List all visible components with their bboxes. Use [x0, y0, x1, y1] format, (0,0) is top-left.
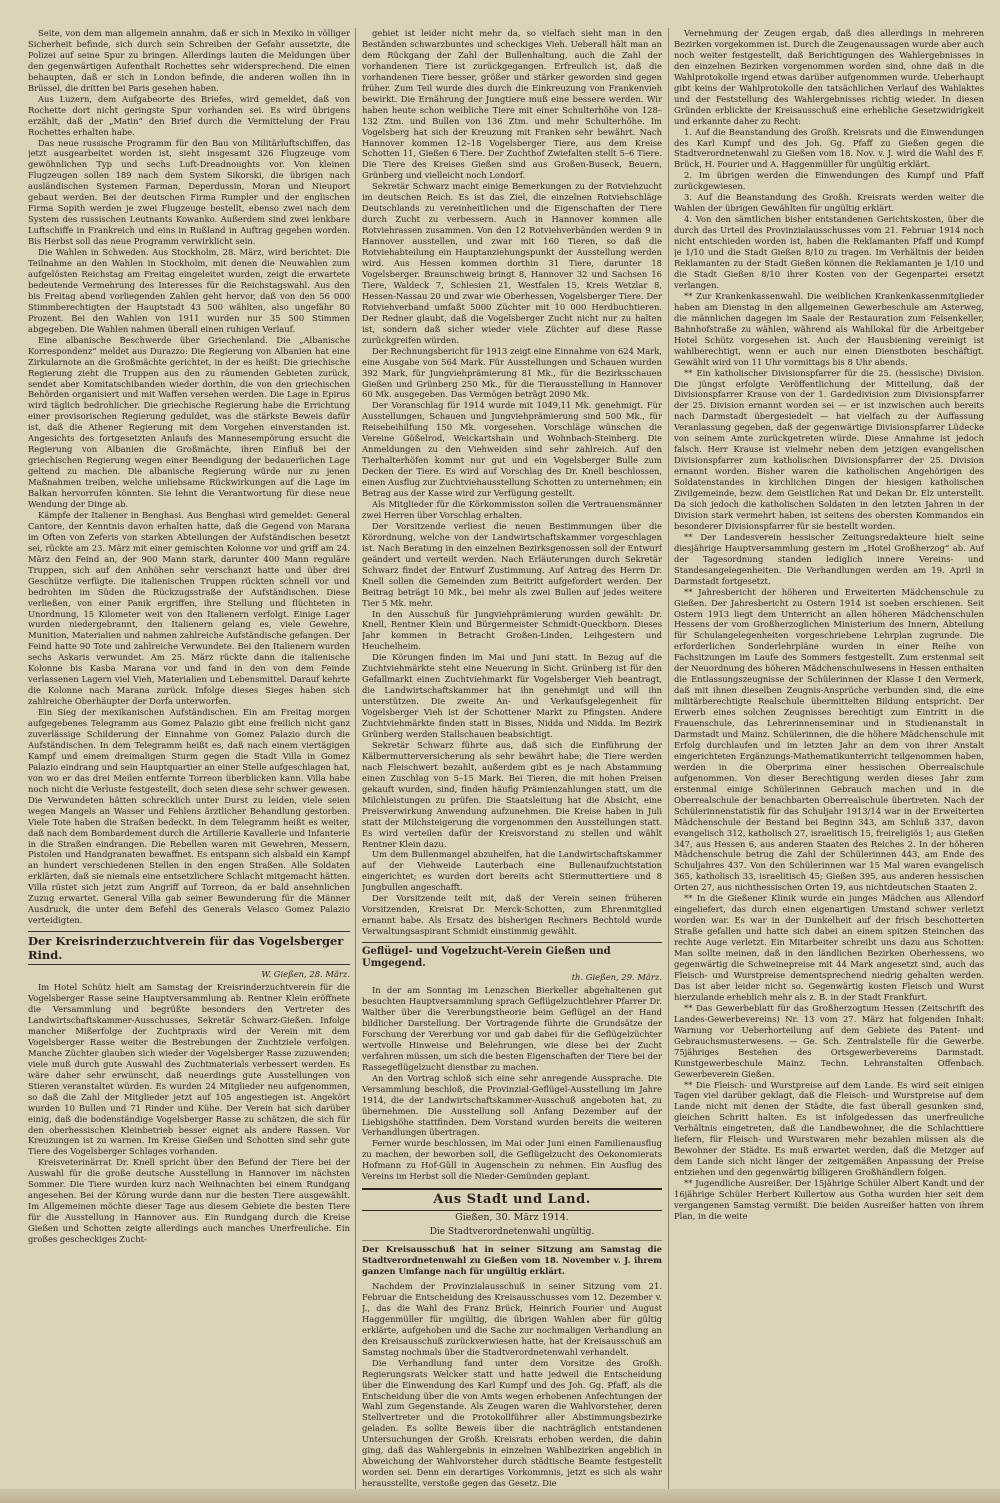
article-paragraph: ** Jugendliche Ausreißer. Der 15jährige Schüler Albert Kandt und der 16jährige Schüler Herbert Kullertow aus Gotha wurden hier seit dem vergangenen Samstag vermißt. Die beiden Ausreißer hatten von ihrem Plan, in die weite [674, 1178, 984, 1221]
article-headline: Geflügel- und Vogelzucht-Verein Gießen und Umgegend. [362, 942, 662, 970]
article-paragraph: Der Rechnungsbericht für 1913 zeigt eine Einnahme von 624 Mark, eine Ausgabe von 564 Mark. Für Ausstellungen und Schauen wurden 392 Mark, für Jungviehprämierung 81 Mk., für die Bezirksschauen Gießen und Grünberg 250 Mk., für die Tierausstellung in Hannover 60 Mk. ausgegeben. Das Vermögen beträgt 2090 Mk. [362, 345, 662, 400]
article-paragraph: In den Ausschuß für Jungviehprämierung wurden gewählt: Dr. Knell, Rentner Klein und Bürgermeister Schmidt-Queckborn. Dieses Jahr kommen in Betracht Großen-Linden, Leihgestern und Heuchelheim. [362, 608, 662, 652]
article-paragraph: ** In die Gießener Klinik wurde ein junges Mädchen aus Allendorf eingeliefert, das durch einen eigenartigen Umstand schwer verletzt worden war. Es war in der Dunkelheit auf der frisch beschotterten Straße gefallen und hatte sich dabei an einem spitzen Steinchen das rechte Auge verletzt. Ein Mitarbeiter schreibt uns dazu aus Schotten: Man sollte meinen, daß in den ländlichen Bezirken Oberhessens, wo gegenwärtig die Schweinepreise mit 44 Mark angesetzt sind, auch das Fleisch- und Wurstpreise dementsprechend niedrig gehalten werden. Das ist aber leider nicht so. Gegenwärtig kosten Fleisch und Wurst hierzulande erheblich mehr als z. B. in der Stadt Frankfurt. [674, 893, 984, 1002]
article-subheadline: Die Stadtverordnetenwahl ungültig. [362, 1227, 662, 1241]
column-rule [355, 28, 356, 1493]
article-paragraph: ** Die Fleisch- und Wurstpreise auf dem Lande. Es wird seit einigen Tagen viel darüber geklagt, daß die Fleisch- und Wurstpreise auf dem Lande nicht mit denen der Städte, die fast überall gesunken sind, gleichen Schritt halten. Es ist infolgedessen das unerfreuliche Verhältnis eingetreten, daß die Landbewohner, die die Schlachttiere liefern, für Fleisch- und Wurstwaren mehr bezahlen müssen als die Bewohner der Städte. Es muß erwartet werden, daß die Metzger auf dem Lande sich nicht länger der zeitgemäßen Anpassung der Preise entziehen und den gegenwärtig billigeren Großhändlern folgen. [674, 1079, 984, 1178]
article-paragraph: Ferner wurde beschlossen, im Mai oder Juni einen Familienausflug zu machen, der beworben soll, die Geflügelzucht des Oekonomierats Hofmann zu Hof-Güll in Augenschein zu nehmen. Ein Ausflug des Vereins im Herbst soll die Nieder-Gemünden geplant. [362, 1138, 662, 1182]
article-paragraph: gebiet ist leider nicht mehr da, so vielfach sieht man in den Beständen schwarzbuntes und scheckiges Vieh. Ueberall hält man an dem Rückgang der Zahl der Bullenhaltung, auch die Zahl der vorhandenen Tiere ist zurückgegangen. Erfreulich ist, daß die vorhandenen Tiere besser, größer und stärker geworden sind gegen früher. Zum Teil wurde dies durch die Einkreuzung von Frankenvieh bewirkt. Die Ernährung der Jungtiere muß eine bessere werden. Wir haben heute schon weibliche Tiere mit einer Schulterhöhe von 128–132 Ztm. und Bullen von 136 Ztm. und mehr Schulterhöhe. Im Vogelsberg hat sich der Kreuzung mit Franken sehr bewährt. Nach Hannover kommen 12–18 Vogelsberger Tiere, aus dem Kreise Schotten 11, Gießen 6 Tiere. Der Zuchthof Zwiefalten stellt 5–6 Tiere. Die Tiere des Kreises Gießen sind aus Großen-Buseck, Beuern, Grünberg und vielleicht noch Londorf. [362, 28, 662, 181]
dateline: th. Gießen, 29. März. [571, 972, 662, 983]
article-paragraph: Der Vorsitzende verliest die neuen Bestimmungen über die Körordnung, welche von der Landwirtschaftskammer vorgeschlagen ist. Nach Beratung in den einzelnen Bezirksgenossen soll der Entwurf geändert und verteilt werden. Nach Erläuterungen durch Sekretär Schwarz findet der Entwurf Zustimmung. Auf Antrag des Herrn Dr. Knell sollen die Gemeinden zum Beitritt aufgefordert werden. Der Beitrag beträgt 10 Mk., bei mehr als zwei Bullen auf jedes weitere Tier 5 Mk. mehr. [362, 520, 662, 608]
article-paragraph: Der Vorsitzende teilt mit, daß der Verein seinen früheren Vorsitzenden, Kreisrat Dr. Merck-Schotten, zum Ehrenmitglied ernannt habe. Als Ersatz des bisherigen Rechners Bechtold wurde Verwaltungsaspirant Schmidt einstimmig gewählt. [362, 893, 662, 937]
article-paragraph: ** Das Gewerbeblatt für das Großherzogtum Hessen (Zeitschrift des Landes-Gewerbevereins) Nr. 13 vom 27. März hat folgenden Inhalt: Warnung vor Ueberhorteilung auf dem Gebiete des Patent- und Gebrauchsmusterwesens. — Ge. Sch. Zentralstelle für die Gewerbe. 75jähriges Bestehen des Ortsgewerbevereins Darmstadt. Kunstgewerbeschule Mainz. Techn. Lehranstalten Offenbach. Gewerbeverein Gießen. [674, 1002, 984, 1079]
article-paragraph: Als Mitglieder für die Körkommission sollen die Vertrauensmänner zwei Herren über Vorschlag erhalten. [362, 498, 662, 520]
column-3 [674, 28, 984, 1493]
section-dateline: Gießen, 30. März 1914. [455, 1212, 569, 1224]
section-header: Aus Stadt und Land. [362, 1188, 662, 1211]
article-paragraph: Aus Luzern, dem Aufgabeorte des Briefes, wird gemeldet, daß von Rochette dort nicht geringste Spur vorhanden sei. Es wird übrigens erzählt, daß der „Matin“ den Brief durch die Vermittelung der Frau Rochettes erhalten habe. [28, 93, 350, 137]
article-paragraph: 4. Von den sämtlichen bisher entstandenen Gerichtskosten, über die durch das Urteil des Provinzialausschusses vom 21. Februar 1914 noch nicht entschieden worden ist, haben die Reklamanten Pfaff und Kumpf je 1/10 und die Stadt Gießen 8/10 zu tragen. Im Verhältnis der beiden Reklamanten zu der Stadt Gießen können die Reklamanten je 1/10 und die Stadt Gießen 8/10 ihrer Kosten von der Gegenpartei ersetzt verlangen. [674, 214, 984, 290]
article-paragraph: Die Körungen finden im Mai und Juni statt. In Bezug auf die Zuchtviehmärkte steht eine Neuerung in Sicht. Grünberg ist für den Gefallmarkt einen Zuchtviehmarkt für Vogelsberger Vieh beantragt, die Landwirtschaftskammer hat ihn genehmigt und will ihn unterstützen. Die zweite An- und Verkaufsgelegenheit für Vogelsberger Vieh ist der Schottener Markt zu Pfingsten. Andere Zuchtviehmärkte finden statt in Bisses, Nidda und Nidda. Im Bezirk Grünberg werden Stallschauen beabsichtigt. [362, 652, 662, 739]
column-1 [28, 28, 350, 1493]
article-paragraph: Kreisveterinärrat Dr. Knell spricht über den Befund der Tiere bei der Auswahl für die große deutsche Ausstellung in Hannover im nächsten Sommer. Die Tiere wurden kurz nach Weihnachten bei einem Rundgang angesehen. Bei der Körung wurde dann nur die besten Tiere ausgewählt. Im Allgemeinen möchte dieser Tage aus diesem Gebiete die besten Tiere für die Ausstellung in Hannover aus. Ein Rundgang durch die Kreise Gießen und Schotten zeigte allerdings auch manches Unerfreuliche. Ein großes gescheckiges Zucht- [28, 1157, 350, 1245]
article-paragraph: ** Der Landesverein hessischer Zeitungsredakteure hielt seine diesjährige Hauptversammlung gestern im „Hotel Großherzog“ ab. Auf der Tagesordnung standen lediglich innere Vereins- und Standesangelegenheiten. Die Verhandlungen werden am 19. April in Darmstadt fortgesetzt. [674, 531, 984, 586]
article-paragraph: Das neue russische Programm für den Bau von Militärluftschiffen, das jetzt ausgearbeitet worden ist, sieht insgesamt 326 Flugzeuge vom gewöhnlichen Typ und sechs Luft-Dreadnoughts vor. Von kleinen Flugzeugen sollen 189 nach dem System Sikorski, die übrigen nach ausländischen Systemen Farman, Deperdussin, Moran und Nieuport gebaut werden. Bei der deutschen Firma Rumpler und der englischen Firma Sopith werden je zwei Flugzeuge bestellt, ebenso zwei nach dem System des russischen Leutnants Kowanko. Außerdem sind zwei lenkbare Luftschiffe in Frankreich und eins in Rußland in Auftrag gegeben worden. Bis Herbst soll das neue Programm verwirklicht sein. [28, 137, 350, 247]
article-paragraph: An den Vortrag schloß sich eine sehr anregende Aussprache. Die Versammlung beschloß, die Provinzial-Geflügel-Ausstellung im Jahre 1914, die der Landwirtschaftskammer-Ausschuß angeboten hat, zu übernehmen. Die Ausstellung soll Anfang Dezember auf der Liebigshöhe stattfinden. Dem Vorstand wurden bereits die weiteren Verhandlungen übertragen. [362, 1072, 662, 1138]
article-paragraph: ** Zur Krankenkassenwahl. Die weiblichen Krankenkassenmitglieder haben am Dienstag in den allgemeinen Gewerbeschule am Asterweg, die männlichen dagegen im Saale der Restauration zum Felsenkeller, Bahnhofstraße zu wählen, während als Wahllokal für die Arbeitgeber Hotel Schütz vorgesehen ist. Auch der Hausbiening vereinigt ist wahlberechtigt, wenn er auch nur einen Dienstboten beschäftigt. Gewählt wird von 11 Uhr vormittags bis 8 Uhr abends. [674, 290, 984, 367]
article-paragraph: 1. Auf die Beanstandung des Großh. Kreisrats und die Einwendungen des Karl Kumpf und des Joh. Gg. Pfaff zu Gießen gegen die Stadtverordnetenwahl zu Gießen vom 18. Nov. v. J. wird die Wahl des F. Brück, H. Fourier und A. Haggenmüller für ungültig erklärt. [674, 126, 984, 170]
column-rule [668, 28, 669, 1493]
article-paragraph: Vernehmung der Zeugen ergab, daß dies allerdings in mehreren Bezirken vorgekommen ist. Durch die Zeugenaussagen wurde aber auch noch weiter festgestellt, daß Berichtigungen des Wahlergebnisses in den einzelnen Bezirken vorgenommen worden sind, ohne daß in die Wahlprotokolle irgend etwas darüber aufgenommen wurde. Ueberhaupt gibt keins der Wahlprotokolle den tatsächlichen Verlauf des Wahlaktes und der Feststellung des Wahlergebnisses richtig wieder. In diesen Gründen erblickte der Kreisausschuß eine erhebliche Gesetzwidrigkeit und erkannte daher zu Recht: [674, 28, 984, 126]
article-paragraph: ** Ein katholischer Divisionspfarrer für die 25. (hessische) Division. Die jüngst erfolgte Veröffentlichung der Mitteilung, daß der Divisionspfarrer Krause von der 1. Gardedivision zum Divisionspfarrer der 25. Division ernannt worden sei — er ist inzwischen auch bereits nach Darmstadt übergesiedelt — hat vielfach zu der Auffassung Veranlassung gegeben, daß der gegenwärtige Divisionspfarrer Lüdecke von seinem Amte zurückgetreten würde. Diese Annahme ist jedoch falsch. Herr Krause ist vielmehr neben dem jetzigen evangelischen Divisionspfarrer zum katholischen Divisionspfarrer der 25. Division ernannt worden. Bisher waren die katholischen Angehörigen des Soldatenstandes in kirchlichen Dingen der hiesigen katholischen Zivilgemeinde, bezw. dem Geistlichen Rat und Dekan Dr. Elz unterstellt. Da sich jedoch die katholischen Soldaten in den letzten Jahren in der Division stark vermehrt haben, ist seitens des obersten Kommandos ein besonderer Divisionspfarrer für sie bestellt worden. [674, 367, 984, 531]
column-2 [362, 28, 662, 1493]
article-paragraph: Sekretär Schwarz macht einige Bemerkungen zu der Rotviehzucht im deutschen Reich. Es ist das Ziel, die einzelnen Rotviehschläge Deutschlands zu vereinheitlichen und die Eigenschaften der Tiere durch Zucht zu verbessern. Auch in Hannover kommen alle Rotviehrassen zusammen. Von den 12 Rotviehverbänden werden 9 in Hannover ausstellen, und zwar mit 160 Tieren, so daß die Rotviehabteilung ein Hauptanziehungspunkt der Ausstellung werden wird. Aus Hessen kommen dorthin 31 Tiere, darunter 18 Vogelsberger. Braunschweig bringt 8, Hannover 32 und Sachsen 16 Tiere, Waldeck 7, Schlesien 21, Westfalen 15, Kreis Wetzlar 8, Hessen-Nassau 20 und zwar wie Oberhessen, Vogelsberger Tiere. Der Rotviehverband umfaßt 5000 Züchter mit 10 000 Herdbuchtieren. Der Redner glaubt, daß die Vogelsberger Zucht nicht nur zu halten ist, sondern daß sicher wieder viele Züchter auf diese Rasse zurückgreifen würden. [362, 181, 662, 345]
article-paragraph: Die Wahlen in Schweden. Aus Stockholm, 28. März, wird berichtet: Die Teilnahme an den Wahlen in Stockholm, mit denen die Neuwahlen zum aufgelösten Reichstag am Freitag eingeleitet wurden, zeigt die erwartete bedeutende Vermehrung des Interesses für die Reichstagswahl. Aus den bis Freitag abend vorliegenden Zahlen geht hervor, daß von den 56 000 Stimmberechtigten der Hauptstadt 43 500 wählten, also ungefähr 80 Prozent. Bei den Wahlen von 1911 wurden nur 35 500 Stimmen abgegeben. Die Wahlen nahmen überall einen ruhigen Verlauf. [28, 247, 350, 334]
article-paragraph: Die Verhandlung fand unter dem Vorsitze des Großh. Regierungsrats Welcker statt und hatte jedweil die Entscheidung über die Einwendung des Karl Kumpf und des Joh. Gg. Pfaff, als die Entscheidung über die von Amts wegen erhobenen Anfechtungen der Wahl zum Gegenstande. Als Zeugen waren die Wahlvorsteher, deren Stellvertreter und die Protokollführer aller Abstimmungsbezirke geladen. Es sollte Beweis über die nachträglich entstandenen Untersuchungen der Großh. Kreisrats erhoben werden, die dahin ging, daß das Wahlergebnis in einzelnen Wahlbezirken angeblich in Abweichung der Wahlvorsteher durch städtische Beamte festgestellt worden sei. Denn ein derartiges Vorkommnis, jetzt es sich als wahr herausstellte, verstoße gegen das Gesetz. Die [362, 1357, 662, 1489]
article-paragraph: In der am Sonntag im Lenzschen Bierkeller abgehaltenen gut besuchten Hauptversammlung sprach Geflügelzuchtlehrer Pfarrer Dr. Walther über die Vererbungstheorie beim Geflügel an der Hand bildlicher Darstellung. Der Vortragende führte die Grundsätze der Forschung der Vererbung vor und gab dabei für die Geflügelzüchter wertvolle Hinweise und Belehrungen, wie diese bei der Zucht verfahren müssen, um sich die besten Eigenschaften der Tiere bei der Rassegeflügelzucht dienstbar zu machen. [362, 985, 662, 1072]
article-paragraph: 3. Auf die Beanstandung des Großh. Kreisrats werden weiter die Wahlen der übrigen Gewählten für ungültig erklärt. [674, 192, 984, 214]
article-paragraph: 2. Im übrigen werden die Einwendungen des Kumpf und Pfaff zurückgewiesen. [674, 170, 984, 192]
article-paragraph: Der Voranschlag für 1914 wurde mit 1049,11 Mk. genehmigt. Für Ausstellungen, Schauen und Jungviehprämierung sind 500 Mk., für Reisebeihilfung 150 Mk. vorgesehen. Vorschläge wünschen die Vereine Gößelrod, Weickartshain und Wohnbach-Steinberg. Die Anmeldungen zu den Viehweiden sind sehr zahlreich. Auf den Tierhalterhöfen kommt nur gut und ein Vogelsberger Bulle zum Decken der Tiere. Es wird auf Vorschlag des Dr. Knell beschlossen, einen Ausflug zur Zuchtviehausstellung Schotten zu unternehmen; ein Betrag aus der Kasse wird zur Verfügung gestellt. [362, 400, 662, 499]
article-paragraph: Im Hotel Schütz hielt am Samstag der Kreisrinderzuchtverein für die Vogelsberger Rasse seine Hauptversammlung ab. Rentner Klein eröffnete die Versammlung und begrüßte besonders den Vertreter des Landwirtschaftskammer-Ausschusses, Sekretär Schwarz-Gießen. Infolge mancher Mißerfolge der Zuchtpraxis wird der Verein mit dem Vogelsberger Rasse weiter die Bestrebungen der Zuchtziele verfolgen. Manche Züchter glauben sich wieder der Vogelsberger Rasse zuzuwenden; viele muß durch gute Auswahl des Zuchtmaterials verbessert werden. Es wäre daher sehr erwünscht, daß neuerdings gute Ausstellungen von Stieren veranstaltet würden. Es wurden 24 Mitglieder neu aufgenommen, so daß die Zahl der Mitglieder jetzt auf 105 angestiegen ist. Angekört wurden 10 Bullen und 71 Rinder und Kühe. Der Verein hat sich darüber einig, daß die bodenständige Vogelsberger Rasse zu schätzen, die sich für den oberhessischen Kleinbetrieb besser eignet als andere Rassen. Vor Kreuzungen ist zu warnen. Im Kreise Gießen und Schotten sind sehr gute Tiere des Vogelsberger Schlages vorhanden. [28, 982, 350, 1157]
article-paragraph: Eine albanische Beschwerde über Griechenland. Die „Albanische Korrespondenz“ meldet aus Durazzo: Die Regierung von Albanien hat eine Zirkularnote an die Großmächte gerichtet, in der es heißt: Die griechische Regierung zieht die Truppen aus den zu räumenden Gebieten zurück, sendet aber Komitatschibanden wieder dorthin, die von den griechischen Behörden organisiert und mit Waffen versehen werden. Die Lage in Epirus wird täglich bedrohlicher. Die griechische Regierung habe die Errichtung einer provisorischen Regierung geduldet, was die stärkste Beweis dafür ist, daß die Athener Regierung mit dem Vorgehen einverstanden ist. Angesichts des fortgesetzten Anlaufs des Mannesempörung ersucht die Regierung von Albanien die Großmächte, ihren Einfluß bei der griechischen Regierung wegen einer Beendigung der bedauerlichen Lage geltend zu machen. Die albanische Regierung würde nur zu jenen Maßnahmen treiben, welche unliebsame Rückwirkungen auf die Lage im Balkan hervorrufen könnten. Sie lehnt die Verantwortung für diese neue Wendung der Dinge ab. [28, 334, 350, 509]
article-paragraph: Seite, von dem man allgemein annahm, daß er sich in Mexiko in völliger Sicherheit befinde, sich durch sein Schreiben der Gefahr aussetzte, die Polizei auf seine Spur zu bringen. Allerdings lauten die Meldungen über den gegenwärtigen Aufenthalt Rochettes sehr widersprechend. Die einen behaupten, daß er sich in London befinde, die anderen wollen ihn in Brüssel, die dritten bei Paris gesehen haben. [28, 28, 350, 93]
article-paragraph: Kämpfe der Italiener in Benghasi. Aus Benghasi wird gemeldet: General Cantore, der Kenntnis davon erhalten hatte, daß die Gegend von Marana im Often von Zeferis von starken Abteilungen der Aufständischen besetzt sei, rückte am 23. März mit einer gemischten Kolonne vor und griff am 24. März den Feind an, der 900 Mann stark, darunter 400 Mann reguläre Truppen, sich auf den Anhöhen sehr verschanzt hatte und über drei Geschütze verfügte. Die italienischen Truppen rückten schnell vor und bedrohten im Süden die Rückzugsstraße der Aufständischen. Diese verließen, von einer Panik ergriffen, ihre Stellung und flüchteten in Unordnung, 15 Kilometer weit von den Italienern verfolgt. Einige Lager wurden niedergebrannt, den Italienern gelang es, viele Gewehre, Munition, Materialien und nahmen zahlreiche Aufständische gefangen. Der Feind hatte 90 Tote und zahlreiche Verwundete. Bei den Italienern wurden sechs Askaris verwundet. Am 25. März rückte dann die italienische Kolonne bis Kasba Marana vor und fand in den von dem Feinde verlassenen Lagern viel Vieh, Materialien und Lebensmittel. Darauf kehrte die Kolonne nach Marana zurück. Infolge dieses Sieges haben sich zahlreiche Oberhäupter der Dorfa unterworfen. [28, 509, 350, 707]
article-paragraph: Nachdem der Provinzialausschuß in seiner Sitzung vom 21. Februar die Entscheidung des Kreisausschusses vom 12. Dezember v. J., das die Wahl des Franz Brück, Heinrich Fourier und August Haggenmüller für ungültig, die übrigen Wahlen aber für gültig erklärte, aufgehoben und die Sache zur nochmaligen Verhandlung an den Kreisausschuß zurückverwiesen hatte, hat der Kreisausschuß am Samstag nochmals über die Stadtverordnetenwahl verhandelt. [362, 1280, 662, 1357]
article-paragraph: Um dem Bullenmangel abzuhelfen, hat die Landwirtschaftskammer auf der Viehweide Lauterbach eine Bullenaufzuchtstation eingerichtet; es wurden dort bereits acht Stiermuttertiere und 8 Jungbullen angeschafft. [362, 849, 662, 893]
article-headline: Der Kreisrinderzuchtverein für das Vogelsberger Rind. [28, 931, 350, 965]
article-paragraph: Ein Sieg der mexikanischen Aufständischen. Ein am Freitag morgen aufgegebenes Telegramm aus Gomez Palazio gibt eine freilich nicht ganz zuverlässige Schilderung der Einnahme von Gomez Palazio durch die Aufständischen. In dem Telegramm heißt es, daß nach einem viertägigen Kampf und einem dreimaligen Sturm gegen die Stadt Villa in Gomez Palazio eindrang und sein Hauptquartier an einer Stelle aufgeschlagen hat, von wo er das drei Meilen entfernte Torreon überblicken kann. Villa habe noch nicht die Verluste festgestellt, doch seien diese sehr schwer gewesen. Die Verwundeten hätten schrecklich unter Durst zu leiden, viele seien wegen Mangels an Wasser und Fehlens ärztlicher Behandlung gestorben. Viele Tote haben die Straßen bedeckt. In dem Telegramm heißt es weiter, daß nach dem Bombardement durch die Artillerie Kavallerie und Infanterie in die Straßen eindrangen. Die Rebellen waren mit Gewehren, Messern, Pistolen und Handgranaten bewaffnet. Es entspann sich alsbald ein Kampf an hundert verschiedenen Stellen in den engen Straßen. Alle Soldaten erklärten, daß sie niemals eine entsetzlichere Schlacht mitgemacht hätten. Villa rüstet sich jetzt zum Angriff auf Torreon, da er bald ansehnlichen Zuzug erwartet. General Villa gab seiner Bewunderung für die Männer Ausdruck, die unter dem Befehl des Generals Velasco Gomez Palazio verteidigten. [28, 707, 350, 926]
dateline: W. Gießen, 28. März. [261, 969, 350, 980]
article-lede: Der Kreisausschuß hat in seiner Sitzung am Samstag die Stadtverordnetenwahl zu Gießen vom 18. November v. J. ihrem ganzen Umfange nach für ungültig erklärt. [362, 1244, 662, 1277]
article-paragraph: ** Jahresbericht der höheren und Erweiterten Mädchenschule zu Gießen. Der Jahresbericht zu Ostern 1914 ist soeben erschienen. Seit Ostern 1913 liegt dem Unterricht an allen höheren Mädchenschulen Hessens der vom Großherzoglichen Ministerium des Innern, Abteilung für Schulangelegenheiten vorgeschriebene Lehrplan zugrunde. Die erforderlichen Sonderlehrpläne wurden in einer Reihe von Fachsitzungen im Laufe des Sommers festgestellt. Zum erstenmal seit der Neuordnung des höheren Mädchenschulwesens in Hessen enthalten die Entlassungszeugnisse der Schülerinnen der Klasse I den Vermerk, daß mit ihnen dieselben Zeugnis-Ansprüche verbunden sind, die eine militärberechtigte Realschule übermittelten Bildung entspricht. Der Erwerb eines solchen Zeugnisses berechtigt zum Eintritt in die Frauenschule, das Lehrerinnenseminar und in Studienanstalt in Darmstadt und Mainz. Schülerinnen, die die höhere Mädchenschule mit Erfolg durchlaufen und im letzten Jahr an dem von ihrer Anstalt eingerichteten Ergänzungs-Mathematikunterricht teilgenommen haben, werden in die Oberprima einer hessischen Oberrealschule aufgenommen. Von dieser Berechtigung werden dieses Jahr zum erstenmal einige Schülerinnen Gebrauch machen und in die Oberrealschule der benachbarten Oberrealschule übertreten. Nach der Schülerinnenstatistik für das Schuljahr 1913/14 war in der Erweiterten Mädchenschule der Bestand bei Beginn 343, am Schluß 337, davon evangelisch 312, katholisch 27, israelitisch 15, freireligiös 1; aus Gießen 347, aus Hessen 6, aus anderen Staaten des Reiches 2. In der höheren Mädchenschule betrug die Zahl der Schülerinnen 443, am Ende des Schuljahres 437. Von den Schülerinnen war 15 Mal waren evangelisch 365, katholisch 33, israelitisch 45; Gießen 395, aus anderen hessischen Orten 27, aus nichthessischen Orten 19, aus nichtdeutschen Staaten 2. [674, 586, 984, 893]
article-paragraph: Sekretär Schwarz führte aus, daß sich die Einführung der Kälbermutterversicherung als sehr bewährt habe; die Tiere werden nach Fleischwert bezahlt, außerdem gibt es je nach Abstammung einen Zuschlag von 5–15 Mark. Bei Tieren, die mit hohen Preisen gekauft wurden, sind, finden häufig Prämienzahlungen statt, um die Milchleistungen zu prüfen. Die Staatsleitung hat die Absicht, eine Preisverwirkung Anwendung aufzunehmen. Die Kreise haben in Juli statt der Milchsteigerung die vorgenommen den Ausstellungen statt. Es wird verteilen dafür der Kreisvorstand zu stellen und wählt Rentner Klein dazu. [362, 739, 662, 849]
page-fold-shadow [0, 1489, 1000, 1503]
